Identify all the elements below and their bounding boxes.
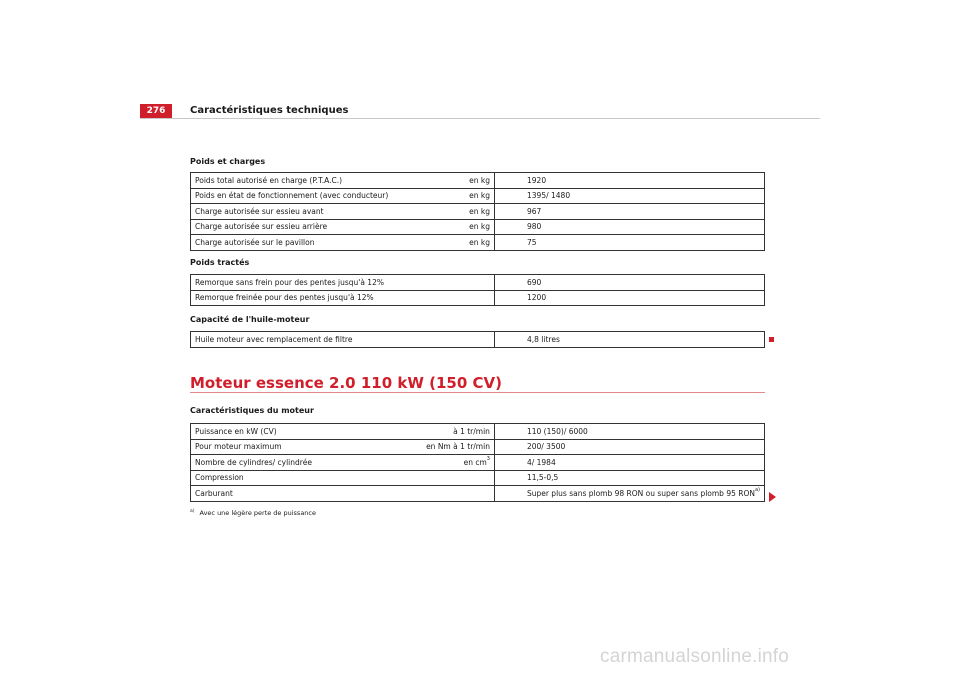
table-row xyxy=(191,219,765,235)
towing-heading: Poids tractés xyxy=(190,258,250,267)
row-value: 980 xyxy=(495,219,765,235)
row-label: Charge autorisée sur essieu arrière xyxy=(191,219,410,235)
row-unit: en kg xyxy=(409,219,495,235)
row-value: 75 xyxy=(495,235,765,251)
table-row xyxy=(191,204,765,220)
engine-heading: Caractéristiques du moteur xyxy=(190,406,314,415)
row-value: 1200 xyxy=(495,290,765,306)
row-label: Poids en état de fonctionnement (avec conducteur) xyxy=(191,188,410,204)
row-label: Pour moteur maximum xyxy=(191,439,409,455)
row-label: Carburant xyxy=(191,486,409,502)
footnote-mark: a) xyxy=(190,509,195,514)
row-label: Poids total autorisé en charge (P.T.A.C.) xyxy=(191,173,410,189)
row-unit xyxy=(409,486,495,502)
row-label: Charge autorisée sur essieu avant xyxy=(191,204,410,220)
footnote-text: Avec une légère perte de puissance xyxy=(199,509,316,517)
row-unit: à 1 tr/min xyxy=(409,424,495,440)
header-divider xyxy=(140,118,820,119)
footnote-reference: a) xyxy=(754,486,760,493)
row-value: 967 xyxy=(495,204,765,220)
row-unit-text: en cm xyxy=(463,457,487,467)
row-value: 110 (150)/ 6000 xyxy=(494,424,764,440)
table-row xyxy=(191,439,765,455)
table-row xyxy=(191,235,765,251)
engine-title-divider xyxy=(190,392,765,393)
table-row xyxy=(191,455,765,471)
row-unit xyxy=(409,332,495,348)
page-title: Caractéristiques techniques xyxy=(190,105,349,116)
table-row xyxy=(191,173,765,189)
row-label: Huile moteur avec remplacement de filtre xyxy=(191,332,410,348)
oil-table xyxy=(190,331,765,348)
row-label: Charge autorisée sur le pavillon xyxy=(191,235,410,251)
row-unit: en kg xyxy=(409,188,495,204)
continue-arrow-icon xyxy=(769,492,776,502)
weights-heading: Poids et charges xyxy=(190,157,266,166)
row-value: 200/ 3500 xyxy=(494,439,764,455)
table-row xyxy=(191,188,765,204)
row-unit xyxy=(409,275,495,291)
table-row xyxy=(191,275,765,291)
table-row xyxy=(191,470,765,486)
row-label: Remorque freinée pour des pentes jusqu'à 12% xyxy=(191,290,410,306)
engine-title: Moteur essence 2.0 110 kW (150 CV) xyxy=(190,374,502,392)
row-value: 4/ 1984 xyxy=(494,455,764,471)
row-value-text: Super plus sans plomb 98 RON ou super sans plomb 95 RON xyxy=(526,488,755,498)
row-unit: en kg xyxy=(409,204,495,220)
section-end-marker xyxy=(769,337,774,342)
page-number: 276 xyxy=(140,104,172,119)
row-unit: en Nm à 1 tr/min xyxy=(409,439,495,455)
row-label: Compression xyxy=(191,470,409,486)
row-label: Puissance en kW (CV) xyxy=(191,424,409,440)
table-row xyxy=(191,332,765,348)
row-unit: en kg xyxy=(409,235,495,251)
table-row xyxy=(191,486,765,502)
row-unit xyxy=(409,290,495,306)
unit-superscript: 3 xyxy=(486,455,490,462)
row-label: Nombre de cylindres/ cylindrée xyxy=(191,455,409,471)
row-value: 1920 xyxy=(495,173,765,189)
watermark: carmanualsonline.info xyxy=(600,646,790,667)
row-unit xyxy=(409,470,495,486)
row-label: Remorque sans frein pour des pentes jusqu'à 12% xyxy=(191,275,410,291)
row-value: 4,8 litres xyxy=(495,332,765,348)
table-row xyxy=(191,424,765,440)
footnote xyxy=(190,509,316,517)
towing-table xyxy=(190,274,765,306)
row-unit: en kg xyxy=(409,173,495,189)
row-value xyxy=(494,486,764,502)
engine-table xyxy=(190,423,765,502)
row-value: 11,5-0,5 xyxy=(494,470,764,486)
oil-heading: Capacité de l'huile-moteur xyxy=(190,315,310,324)
row-unit xyxy=(409,455,495,471)
table-row xyxy=(191,290,765,306)
row-value: 1395/ 1480 xyxy=(495,188,765,204)
weights-table xyxy=(190,172,765,251)
row-value: 690 xyxy=(495,275,765,291)
